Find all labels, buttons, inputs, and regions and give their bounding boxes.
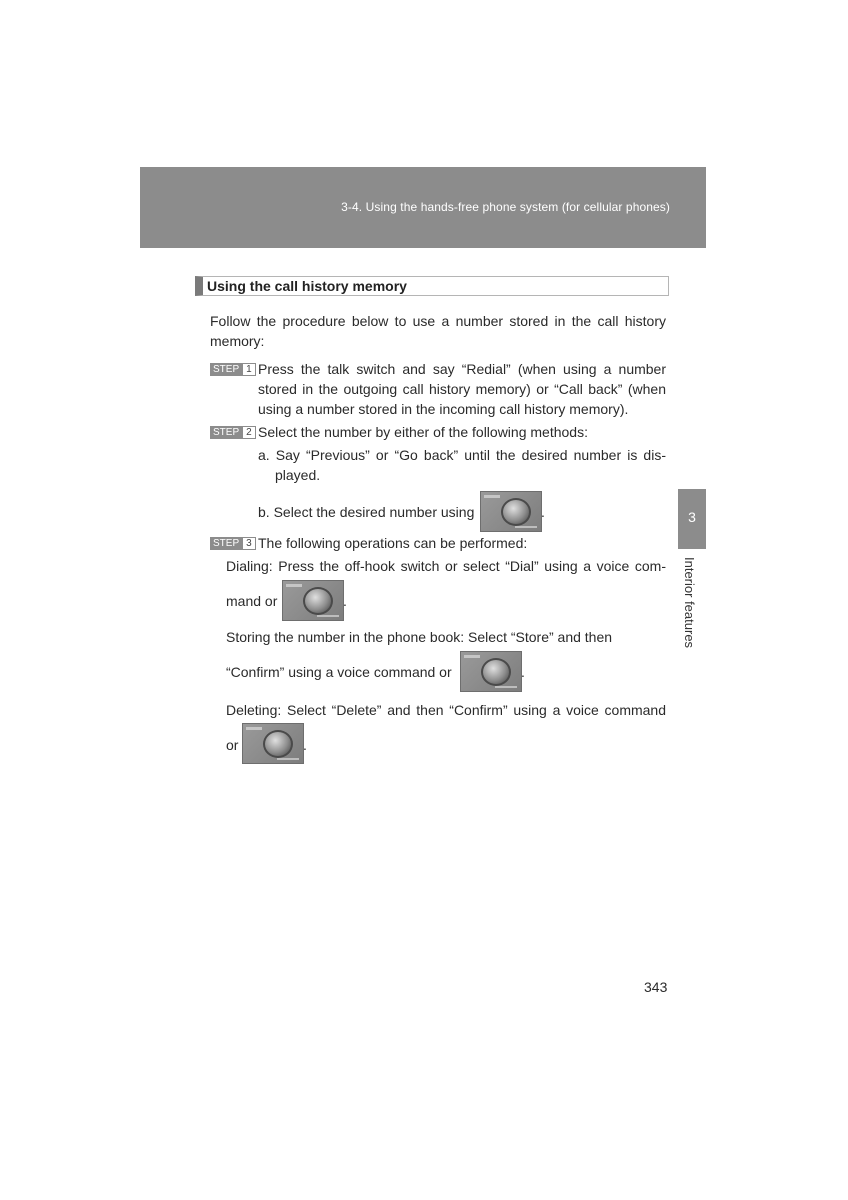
deleting-line-2: or: [226, 737, 239, 753]
tune-sel-knob-icon: [460, 651, 522, 692]
tune-sel-knob-icon: [282, 580, 344, 621]
tune-sel-knob-icon: [480, 491, 542, 532]
step-3-line-1: The following operations can be performed:: [258, 535, 528, 551]
deleting-line-1: Deleting: Select “Delete” and then “Confirm” using a voice command: [226, 702, 666, 718]
header-band: [140, 167, 706, 248]
section-title: [195, 276, 669, 296]
tune-sel-knob-icon: [242, 723, 304, 764]
page-number: 343: [644, 979, 668, 995]
section-title-text: Using the call history memory: [207, 278, 407, 294]
storing-line-1: Storing the number in the phone book: Select “Store” and then: [226, 629, 613, 645]
step-1-badge: [210, 363, 256, 376]
step-2-badge: [210, 426, 256, 439]
dialing-line-2: mand or: [226, 593, 278, 609]
storing-period: .: [521, 664, 525, 680]
step-2-number: 2: [242, 426, 256, 439]
step-2-line-1: Select the number by either of the following methods:: [258, 424, 588, 440]
deleting-period: .: [303, 737, 307, 753]
step-3-word: STEP: [210, 537, 242, 550]
chapter-label: Interior features: [682, 557, 697, 649]
step-1-word: STEP: [210, 363, 242, 376]
method-a-line-2: played.: [275, 467, 321, 483]
method-b-period: .: [541, 504, 545, 520]
step-1-line-3: using a number stored in the incoming call history memory).: [258, 401, 629, 417]
step-2-word: STEP: [210, 426, 242, 439]
method-a-line-1: a. Say “Previous” or “Go back” until the desired number is dis-: [258, 447, 666, 463]
step-3-badge: [210, 537, 256, 550]
method-b-text: b. Select the desired number using: [258, 504, 475, 520]
storing-line-2: “Confirm” using a voice command or: [226, 664, 452, 680]
chapter-number: 3: [688, 509, 696, 525]
step-1-line-2: stored in the outgoing call history memory) or “Call back” (when: [258, 381, 666, 397]
header-title: 3-4. Using the hands-free phone system (for cellular phones): [341, 200, 670, 214]
step-3-number: 3: [242, 537, 256, 550]
intro-line-1: Follow the procedure below to use a number stored in the call history: [210, 313, 666, 329]
intro-line-2: memory:: [210, 333, 265, 349]
chapter-tab: [678, 489, 706, 549]
dialing-line-1: Dialing: Press the off-hook switch or select “Dial” using a voice com-: [226, 558, 666, 574]
step-1-number: 1: [242, 363, 256, 376]
dialing-period: .: [343, 593, 347, 609]
step-1-line-1: Press the talk switch and say “Redial” (when using a number: [258, 361, 666, 377]
